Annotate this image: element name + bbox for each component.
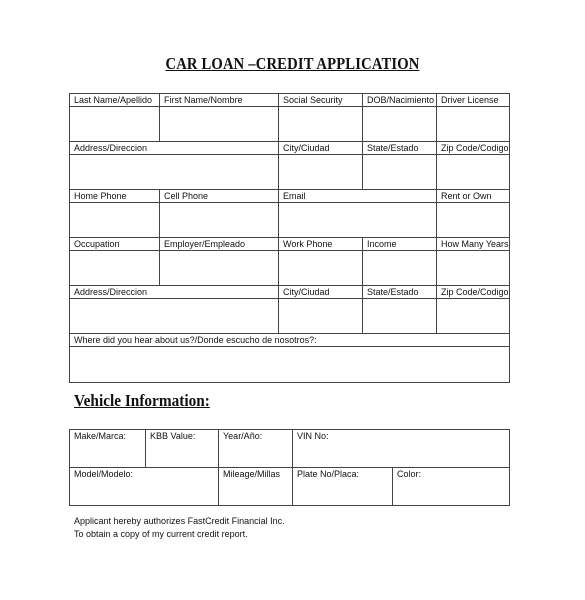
authorization-line-2: To obtain a copy of my current credit report. [74,529,248,539]
page-title: CAR LOAN –CREDIT APPLICATION [165,54,420,73]
employer-label: Employer/Empleado [159,238,278,250]
work-phone-field[interactable] [278,251,362,285]
employer-city-field[interactable] [278,299,362,333]
mileage-field[interactable] [218,468,292,505]
email-label: Email [278,190,436,202]
home-phone-label: Home Phone [74,191,127,201]
social-security-field[interactable] [278,107,362,141]
occupation-field[interactable] [70,251,159,285]
make-field[interactable] [70,430,145,467]
income-label: Income [362,238,436,250]
applicant-row-6-label [70,333,509,346]
rent-or-own-field[interactable] [436,203,509,237]
income-field[interactable] [362,251,436,285]
vin-label: VIN No: [297,431,329,441]
dob-label: DOB/Nacimiento [362,94,436,106]
year-field[interactable] [218,430,292,467]
make-label: Make/Marca: [74,431,127,441]
cell-phone-label: Cell Phone [159,190,278,202]
employer-state-field[interactable] [362,299,436,333]
work-phone-label: Work Phone [278,238,362,250]
kbb-value-label: KBB Value: [150,431,196,441]
referral-source-label: Where did you hear about us?/Donde escucho de nosotros?: [74,335,317,345]
applicant-row-4-fields [70,250,509,285]
driver-license-field[interactable] [436,107,509,141]
plate-no-label: Plate No/Placa: [297,469,360,479]
city-field[interactable] [278,155,362,189]
state-field[interactable] [362,155,436,189]
address-field[interactable] [70,155,278,189]
employer-city-label: City/Ciudad [278,286,362,298]
color-field[interactable] [392,468,509,505]
model-field[interactable] [70,468,218,505]
kbb-value-field[interactable] [145,430,218,467]
applicant-row-5-fields [70,298,509,333]
last-name-field[interactable] [70,107,159,141]
vehicle-row-2 [70,467,509,505]
social-security-label: Social Security [278,94,362,106]
email-field[interactable] [278,203,436,237]
year-label: Year/Año: [223,431,263,441]
employer-zip-label: Zip Code/Codigo [436,286,509,298]
state-label: State/Estado [362,142,436,154]
mileage-label: Mileage/Millas [223,469,281,479]
authorization-line-1: Applicant hereby authorizes FastCredit Financial Inc. [74,516,285,526]
vehicle-form [69,429,510,506]
occupation-label: Occupation [74,239,120,249]
color-label: Color: [397,469,422,479]
employer-address-field[interactable] [70,299,278,333]
applicant-row-6-field [70,346,509,382]
applicant-row-4-labels [70,237,509,250]
driver-license-label: Driver License [436,94,509,106]
applicant-row-2-fields [70,154,509,189]
model-label: Model/Modelo: [74,469,134,479]
applicant-row-1-labels [70,94,509,106]
employer-state-label: State/Estado [362,286,436,298]
plate-no-field[interactable] [292,468,392,505]
vehicle-row-1 [70,430,509,467]
applicant-row-1-fields [70,106,509,141]
employer-address-label: Address/Direccion [74,287,148,297]
city-label: City/Ciudad [278,142,362,154]
applicant-row-3-fields [70,202,509,237]
dob-field[interactable] [362,107,436,141]
zip-code-label: Zip Code/Codigo [436,142,509,154]
rent-or-own-label: Rent or Own [436,190,509,202]
applicant-form [69,93,510,383]
cell-phone-field[interactable] [159,203,278,237]
applicant-row-5-labels [70,285,509,298]
last-name-label: Last Name/Apellido [74,95,153,105]
applicant-row-2-labels [70,141,509,154]
how-many-years-label: How Many Years [436,238,509,250]
first-name-label: First Name/Nombre [159,94,278,106]
how-many-years-field[interactable] [436,251,509,285]
employer-zip-field[interactable] [436,299,509,333]
referral-source-field[interactable] [70,347,509,382]
vin-field[interactable] [292,430,509,467]
vehicle-information-heading: Vehicle Information: [74,391,210,410]
employer-field[interactable] [159,251,278,285]
applicant-row-3-labels [70,189,509,202]
home-phone-field[interactable] [70,203,159,237]
address-label: Address/Direccion [74,143,148,153]
zip-code-field[interactable] [436,155,509,189]
first-name-field[interactable] [159,107,278,141]
